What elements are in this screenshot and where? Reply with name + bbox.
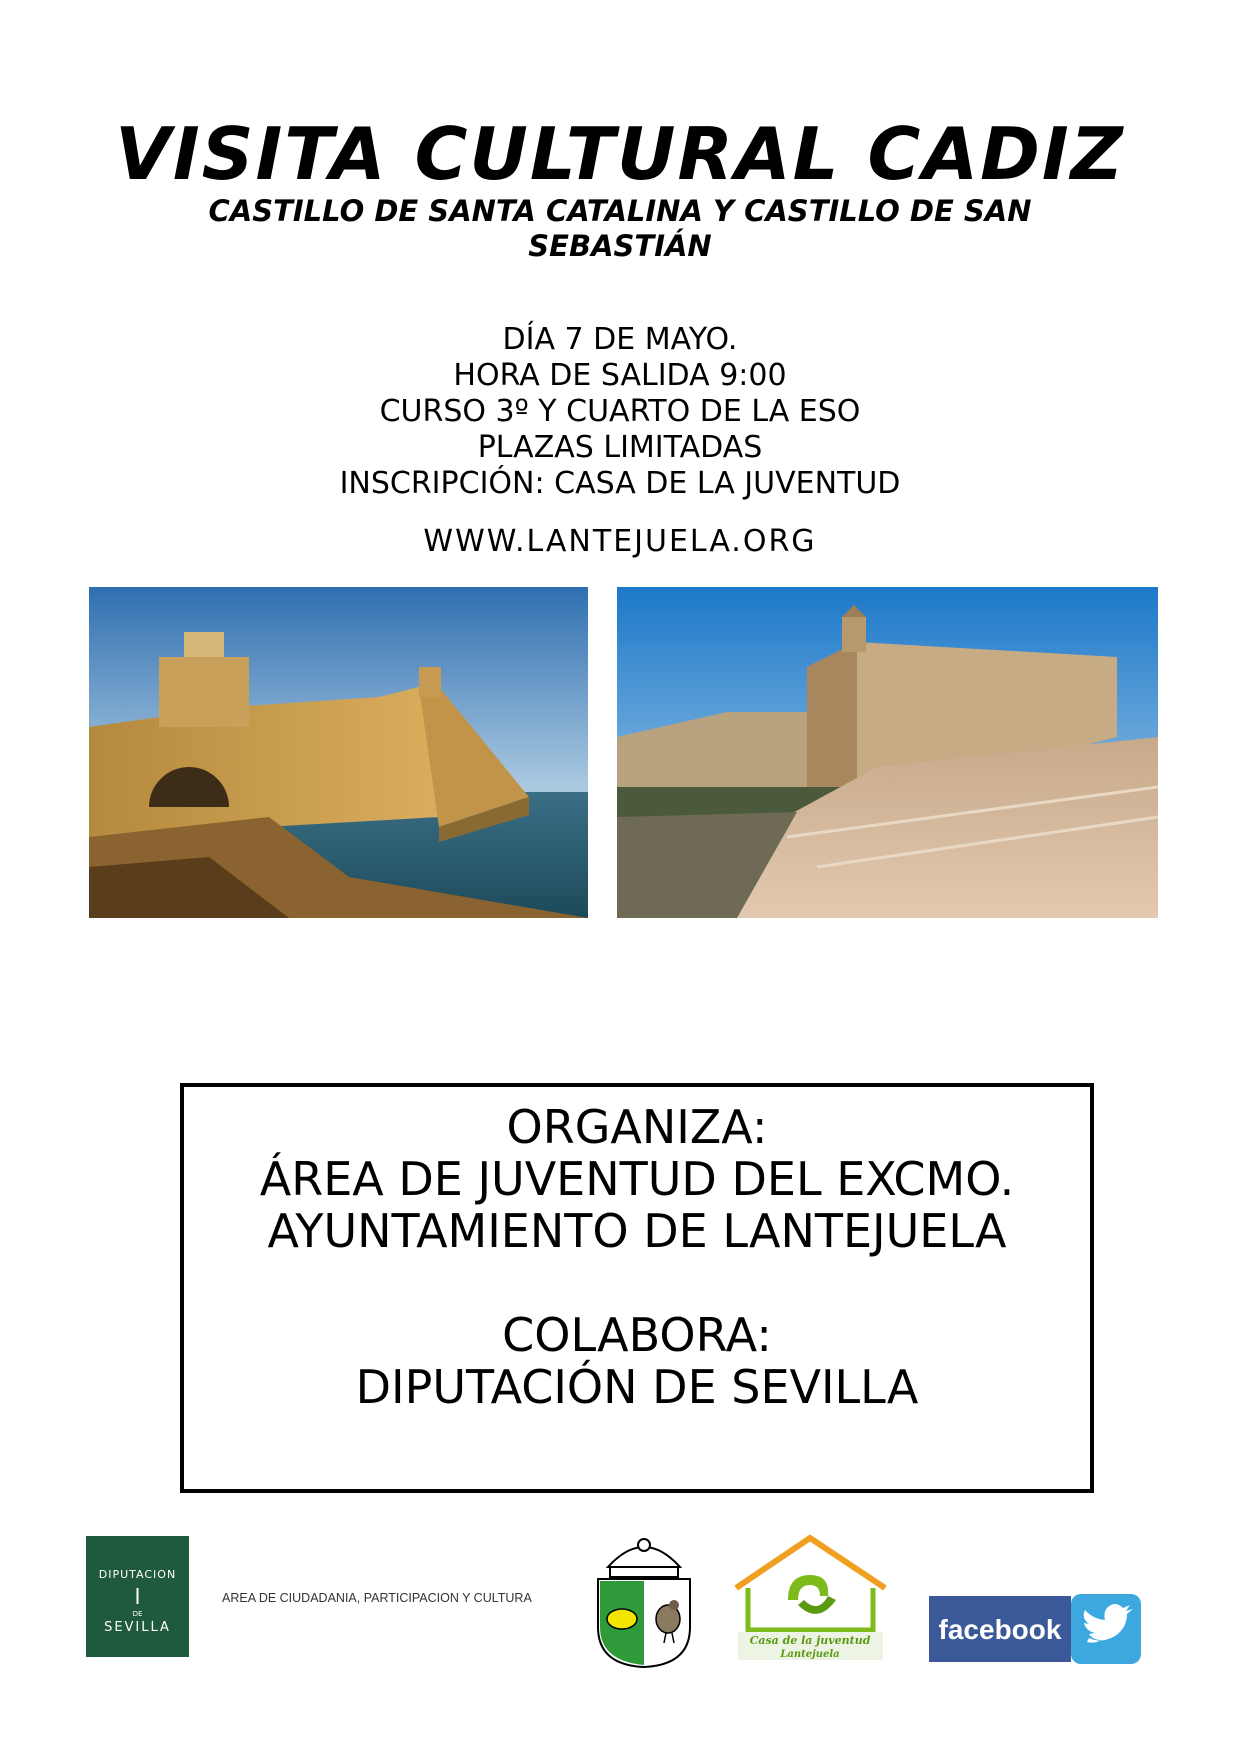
diputacion-logo-de-text: DE bbox=[132, 1610, 143, 1618]
credits-box bbox=[180, 1083, 1094, 1493]
colabora-section bbox=[184, 1309, 1090, 1413]
poster-subtitle bbox=[120, 194, 1120, 264]
event-date: DÍA 7 DE MAYO. bbox=[502, 322, 738, 357]
departure-time: HORA DE SALIDA 9:00 bbox=[453, 358, 787, 393]
organiza-line-2: AYUNTAMIENTO DE LANTEJUELA bbox=[267, 1204, 1007, 1258]
registration-info: INSCRIPCIÓN: CASA DE LA JUVENTUD bbox=[339, 466, 901, 501]
course-info: CURSO 3º Y CUARTO DE LA ESO bbox=[379, 394, 861, 429]
casa-logo-text-line-2: Lantejuela bbox=[780, 1649, 840, 1660]
website-link[interactable]: WWW.LANTEJUELA.ORG bbox=[423, 524, 817, 559]
subtitle-line-1: CASTILLO DE SANTA CATALINA Y CASTILLO DE SAN bbox=[208, 194, 1032, 228]
lantejuela-coat-of-arms-icon bbox=[588, 1527, 700, 1669]
diputacion-sevilla-logo bbox=[86, 1536, 189, 1657]
colabora-label: COLABORA: bbox=[502, 1308, 772, 1362]
limited-places: PLAZAS LIMITADAS bbox=[477, 430, 763, 465]
diputacion-logo-top-text: DIPUTACION bbox=[98, 1568, 177, 1581]
social-media-logos[interactable] bbox=[929, 1594, 1141, 1664]
organiza-label: ORGANIZA: bbox=[506, 1100, 768, 1154]
area-ciudadania-text: AREA DE CIUDADANIA, PARTICIPACION Y CULTURA bbox=[222, 1591, 532, 1605]
diputacion-logo-bottom-text: SEVILLA bbox=[104, 1620, 171, 1635]
facebook-text: facebook bbox=[938, 1614, 1062, 1645]
organiza-section bbox=[184, 1101, 1090, 1257]
organiza-line-1: ÁREA DE JUVENTUD DEL EXCMO. bbox=[259, 1152, 1015, 1206]
castle-photo-right bbox=[617, 587, 1158, 918]
poster-title: VISITA CULTURAL CADIZ bbox=[115, 112, 1125, 196]
subtitle-line-2: SEBASTIÁN bbox=[528, 229, 712, 263]
casa-juventud-logo bbox=[728, 1530, 893, 1661]
castle-photo-left bbox=[89, 587, 588, 918]
event-details bbox=[0, 322, 1240, 502]
casa-logo-text-line-1: Casa de la juventud bbox=[749, 1634, 871, 1647]
colabora-line-1: DIPUTACIÓN DE SEVILLA bbox=[355, 1360, 919, 1414]
